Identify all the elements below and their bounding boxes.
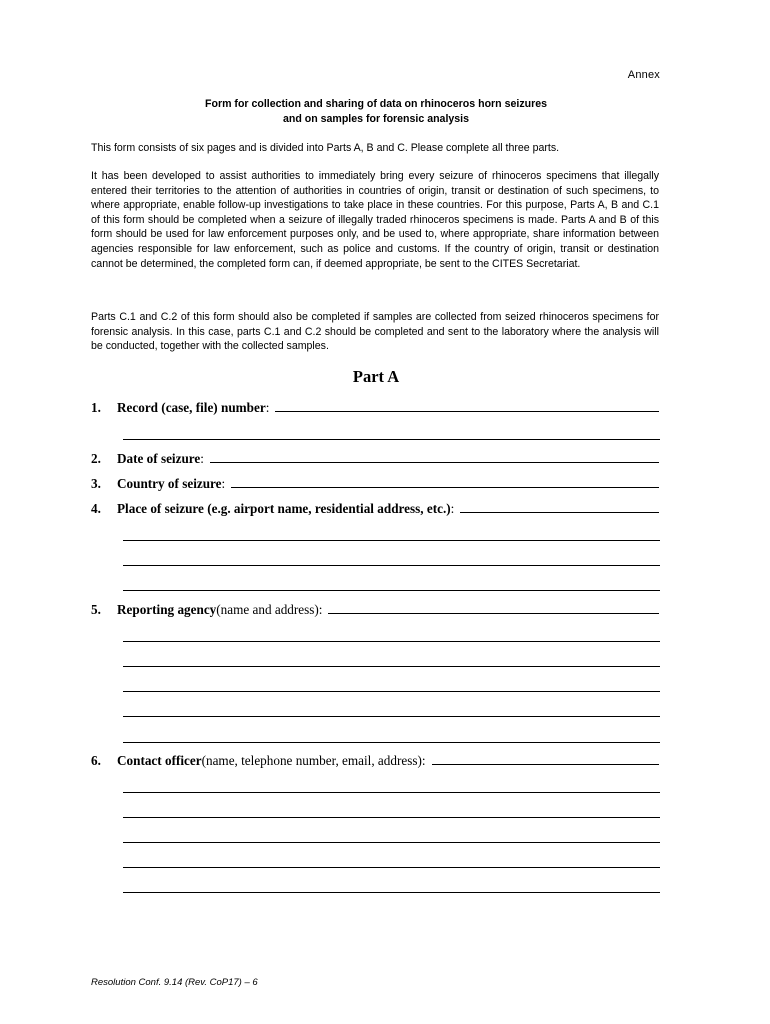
contact-officer-answer-line[interactable] (123, 842, 660, 843)
question-label: Reporting agency (117, 602, 217, 617)
form-title-line-1: Form for collection and sharing of data on rhinoceros horn seizures (205, 98, 547, 110)
place-of-seizure-answer-line[interactable] (123, 590, 660, 591)
reporting-agency-input-line[interactable] (328, 612, 659, 614)
question-number: 2. (91, 451, 101, 466)
question-colon: : (318, 602, 323, 617)
question-colon: : (421, 753, 426, 768)
place-of-seizure-answer-line[interactable] (123, 565, 660, 566)
place-of-seizure-answer-line[interactable] (123, 540, 660, 541)
intro-paragraph-1: This form consists of six pages and is divided into Parts A, B and C. Please complete all three parts. (91, 142, 560, 154)
question-number: 5. (91, 602, 101, 617)
contact-officer-answer-line[interactable] (123, 817, 660, 818)
question-number: 1. (91, 400, 101, 415)
country-of-seizure-input-line[interactable] (231, 486, 659, 488)
intro-paragraph-2: It has been developed to assist authorities to immediately bring every seizure of rhinoceros specimens that illegally entered their territories to the attention of authorities in countries of origin, transit or destination of such specimens, to where appropriate, enable follow-up investigations to take place in these countries. For this purpose, Parts A, B and C.1 of this form should be completed when a seizure of illegally traded rhinoceros specimens is made. Parts A and B of this form should be used for law enforcement purposes only, and be used to, where appropriate, share information between agencies responsible for law enforcement, such as police and customs. If the country of origin, transit or destination cannot be determined, the completed form can, if deemed appropriate, be sent to the CITES Secretariat. (91, 170, 659, 270)
contact-officer-answer-line[interactable] (123, 867, 660, 868)
place-of-seizure-input-line[interactable] (460, 511, 659, 513)
reporting-agency-answer-line[interactable] (123, 691, 660, 692)
question-hint: (name, telephone number, email, address) (201, 753, 422, 768)
intro-paragraph-3: Parts C.1 and C.2 of this form should also be completed if samples are collected from seized rhinoceros specimens for forensic analysis. In this case, parts C.1 and C.2 should be completed and sent to the laboratory where the analysis will be conducted, together with the collected samples. (91, 311, 659, 353)
question-contact-officer (91, 749, 659, 769)
question-label: Country of seizure (117, 476, 222, 491)
contact-officer-answer-line[interactable] (123, 792, 660, 793)
record-number-input-line[interactable] (275, 410, 659, 412)
question-number: 3. (91, 476, 101, 491)
question-colon: : (200, 451, 204, 466)
question-label: Date of seizure (117, 451, 201, 466)
contact-officer-input-line[interactable] (432, 763, 659, 765)
question-place-of-seizure (91, 497, 659, 517)
question-hint: (name and address) (216, 602, 319, 617)
part-a-heading: Part A (352, 367, 400, 386)
question-record-number (91, 396, 659, 416)
form-title-line-2: and on samples for forensic analysis (282, 112, 470, 125)
reporting-agency-answer-line[interactable] (123, 666, 660, 667)
reporting-agency-answer-line[interactable] (123, 716, 660, 717)
question-colon: : (221, 476, 226, 491)
question-label: Contact officer (117, 753, 202, 768)
question-colon: : (265, 400, 270, 415)
annex-label: Annex (627, 69, 660, 81)
question-label: Record (case, file) number (117, 400, 266, 415)
page-footer: Resolution Conf. 9.14 (Rev. CoP17) – 6 (91, 977, 258, 988)
question-label: Place of seizure (e.g. airport name, residential address, etc.) (117, 501, 451, 516)
question-number: 6. (91, 753, 101, 768)
reporting-agency-answer-line[interactable] (123, 641, 660, 642)
question-reporting-agency (91, 598, 659, 618)
question-country-of-seizure (91, 472, 659, 492)
record-number-answer-line[interactable] (123, 439, 660, 440)
date-of-seizure-input-line[interactable] (210, 461, 659, 463)
contact-officer-answer-line[interactable] (123, 892, 660, 893)
question-colon: : (450, 501, 455, 516)
question-number: 4. (91, 501, 101, 516)
reporting-agency-answer-line[interactable] (123, 742, 660, 743)
form-title (91, 97, 661, 126)
question-date-of-seizure (91, 447, 659, 467)
